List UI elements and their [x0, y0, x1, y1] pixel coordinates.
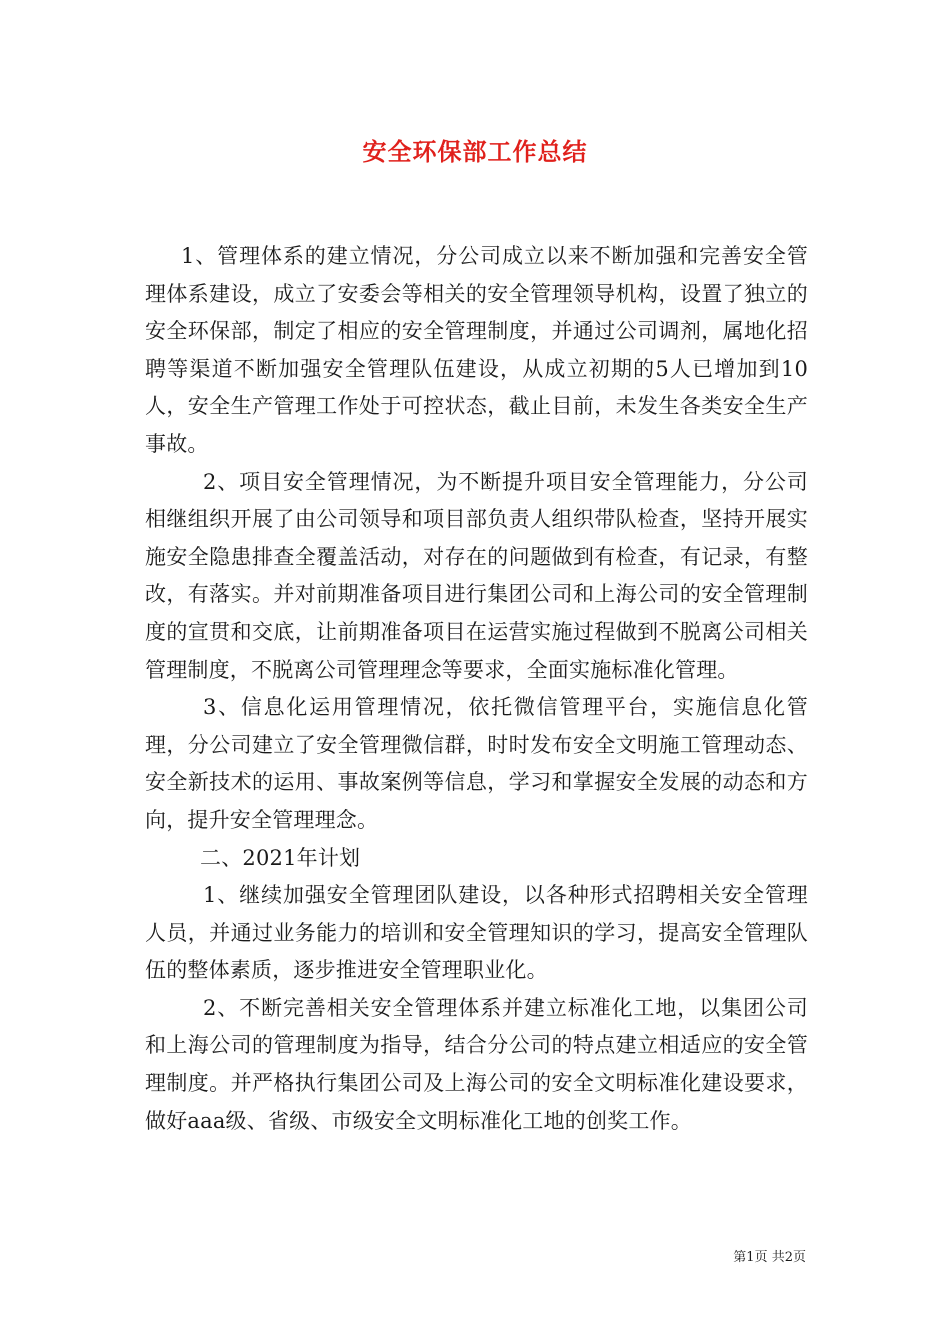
paragraph-team-building: 1、继续加强安全管理团队建设，以各种形式招聘相关安全管理人员，并通过业务能力的培训和安全管理知识的学习，提高安全管理队伍的整体素质，逐步推进安全管理职业化。	[145, 883, 808, 983]
paragraph-informatization: 3、信息化运用管理情况，依托微信管理平台，实施信息化管理，分公司建立了安全管理微信群，时时发布安全文明施工管理动态、安全新技术的运用、事故案例等信息，学习和掌握安全发展的动态和方向，提升安全管理理念。	[145, 695, 808, 832]
document-title: 安全环保部工作总结	[362, 138, 588, 166]
paragraph-standardization: 2、不断完善相关安全管理体系并建立标准化工地，以集团公司和上海公司的管理制度为指导，结合分公司的特点建立相适应的安全管理制度。并严格执行集团公司及上海公司的安全文明标准化建设要求，做好aaa级、省级、市级安全文明标准化工地的创奖工作。	[145, 995, 808, 1133]
page-label-suffix: 页	[792, 1250, 806, 1265]
section-heading-2021-plan: 二、2021年计划	[200, 845, 361, 870]
document-body	[145, 238, 808, 1140]
total-pages-number: 2	[784, 1250, 793, 1265]
paragraph-project-safety: 2、项目安全管理情况，为不断提升项目安全管理能力，分公司相继组织开展了由公司领导和项目部负责人组织带队检查，坚持开展实施安全隐患排查全覆盖活动，对存在的问题做到有检查，有记录，有整改，有落实。并对前期准备项目进行集团公司和上海公司的安全管理制度的宣贯和交底，让前期准备项目在运营实施过程做到不脱离公司相关管理制度，不脱离公司管理理念等要求，全面实施标准化管理。	[145, 469, 808, 682]
page-number-footer	[0, 1246, 806, 1265]
page-label-prefix: 第	[733, 1250, 747, 1265]
current-page-number: 1	[746, 1250, 755, 1265]
page-label-mid: 页 共	[754, 1250, 785, 1265]
paragraph-management-system: 1、管理体系的建立情况，分公司成立以来不断加强和完善安全管理体系建设，成立了安委会等相关的安全管理领导机构，设置了独立的安全环保部，制定了相应的安全管理制度，并通过公司调剂，属地化招聘等渠道不断加强安全管理队伍建设，从成立初期的5人已增加到10人，安全生产管理工作处于可控状态，截止目前，未发生各类安全生产事故。	[145, 244, 808, 456]
